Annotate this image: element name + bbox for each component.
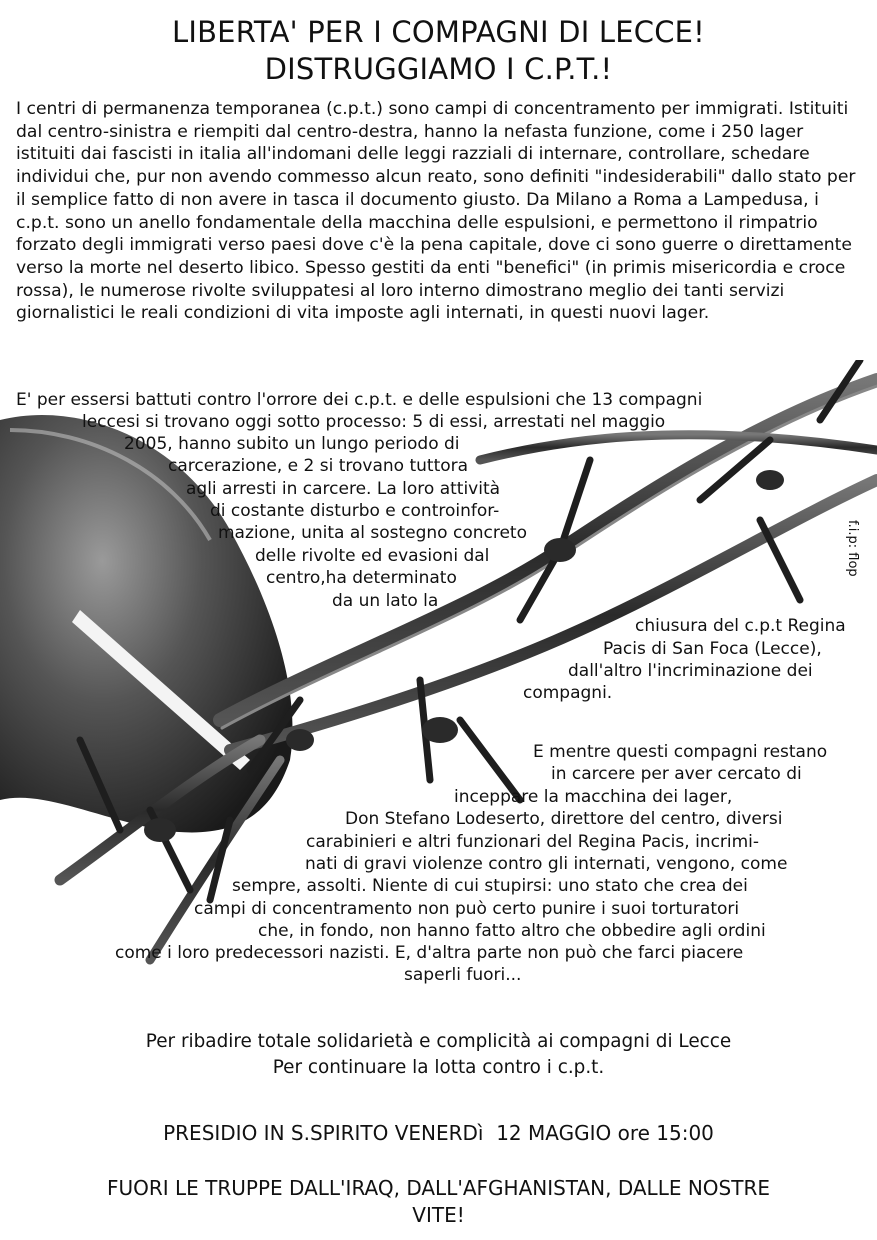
solidarity-line-1: Per ribadire totale solidarietà e complicità ai compagni di Lecce: [145, 1031, 732, 1052]
acquittal-line: nati di gravi violenze contro gli internati, vengono, come: [305, 854, 788, 874]
intro-paragraph: I centri di permanenza temporanea (c.p.t.) sono campi di concentramento per immigrati. Istituiti dal centro-sinistra e riempiti dal centro-destra, hanno la nefasta funzione, come i 250 lager istituiti dai fascisti in italia all'indomani delle leggi razziali di internare, controllare, schedare individui che, pur non avendo commesso alcun reato, sono definiti "indesiderabili" dallo stato per il semplice fatto di non avere in tasca il documento giusto. Da Milano a Roma a Lampedusa, i c.p.t. sono un anello fondamentale della macchina delle espulsioni, e permettono il rimpatrio forzato degli immigrati verso paesi dove c'è la pena capitale, dove ci sono guerre o direttamente verso la morte nel deserto libico. Spesso gestiti da enti "benefici" (in primis misericordia e croce rossa), le numerose rivolte sviluppatesi al loro interno dimostrano meglio dei tanti servizi giornalistici le reali condizioni di vita imposte agli internati, in questi nuovi lager.: [16, 99, 856, 324]
process-line: Pacis di San Foca (Lecce),: [603, 639, 822, 659]
artist-credit: [830, 490, 870, 590]
acquittal-line: che, in fondo, non hanno fatto altro che obbedire agli ordini: [258, 921, 766, 941]
process-line: E' per essersi battuti contro l'orrore dei c.p.t. e delle espulsioni che 13 compagni: [16, 390, 703, 410]
process-line: di costante disturbo e controinfor-: [210, 501, 500, 521]
acquittal-line: saperli fuori...: [404, 965, 522, 985]
event-announcement: PRESIDIO IN S.SPIRITO VENERDì 12 MAGGIO ore 15:00: [163, 1121, 714, 1145]
title-line-1: LIBERTA' PER I COMPAGNI DI LECCE!: [171, 15, 706, 49]
process-line: dall'altro l'incriminazione dei: [568, 661, 813, 681]
title-line-2: DISTRUGGIAMO I C.P.T.!: [264, 52, 613, 86]
process-line: delle rivolte ed evasioni dal: [255, 546, 490, 566]
acquittal-line: come i loro predecessori nazisti. E, d'altra parte non può che farci piacere: [115, 943, 744, 963]
process-line: leccesi si trovano oggi sotto processo: 5 di essi, arrestati nel maggio: [82, 412, 666, 432]
closing-line-2: VITE!: [412, 1203, 465, 1227]
closing-line-1: FUORI LE TRUPPE DALL'IRAQ, DALL'AFGHANISTAN, DALLE NOSTRE: [107, 1176, 770, 1200]
acquittal-line: in carcere per aver cercato di: [551, 764, 802, 784]
process-line: chiusura del c.p.t Regina: [635, 616, 846, 636]
acquittal-line: sempre, assolti. Niente di cui stupirsi: uno stato che crea dei: [232, 876, 748, 896]
process-line: compagni.: [523, 683, 613, 703]
process-line: da un lato la: [332, 591, 439, 611]
solidarity-statement: [0, 1029, 877, 1081]
process-line: carcerazione, e 2 si trovano tuttora: [168, 456, 469, 476]
artist-credit-text: f.i.p: flop: [845, 520, 860, 577]
closing-slogan: [0, 1175, 877, 1229]
process-line: centro,ha determinato: [266, 568, 457, 588]
acquittal-line: inceppare la macchina dei lager,: [454, 787, 733, 807]
process-line: agli arresti in carcere. La loro attività: [186, 479, 501, 499]
process-line: mazione, unita al sostegno concreto: [218, 523, 527, 543]
solidarity-line-2: Per continuare la lotta contro i c.p.t.: [272, 1057, 605, 1078]
acquittal-line: Don Stefano Lodeserto, direttore del centro, diversi: [345, 809, 783, 829]
acquittal-line: E mentre questi compagni restano: [533, 742, 828, 762]
acquittal-line: carabinieri e altri funzionari del Regina Pacis, incrimi-: [306, 832, 760, 852]
acquittal-line: campi di concentramento non può certo punire i suoi torturatori: [194, 899, 740, 919]
process-line: 2005, hanno subito un lungo periodo di: [124, 434, 460, 454]
page-title: [0, 14, 877, 88]
